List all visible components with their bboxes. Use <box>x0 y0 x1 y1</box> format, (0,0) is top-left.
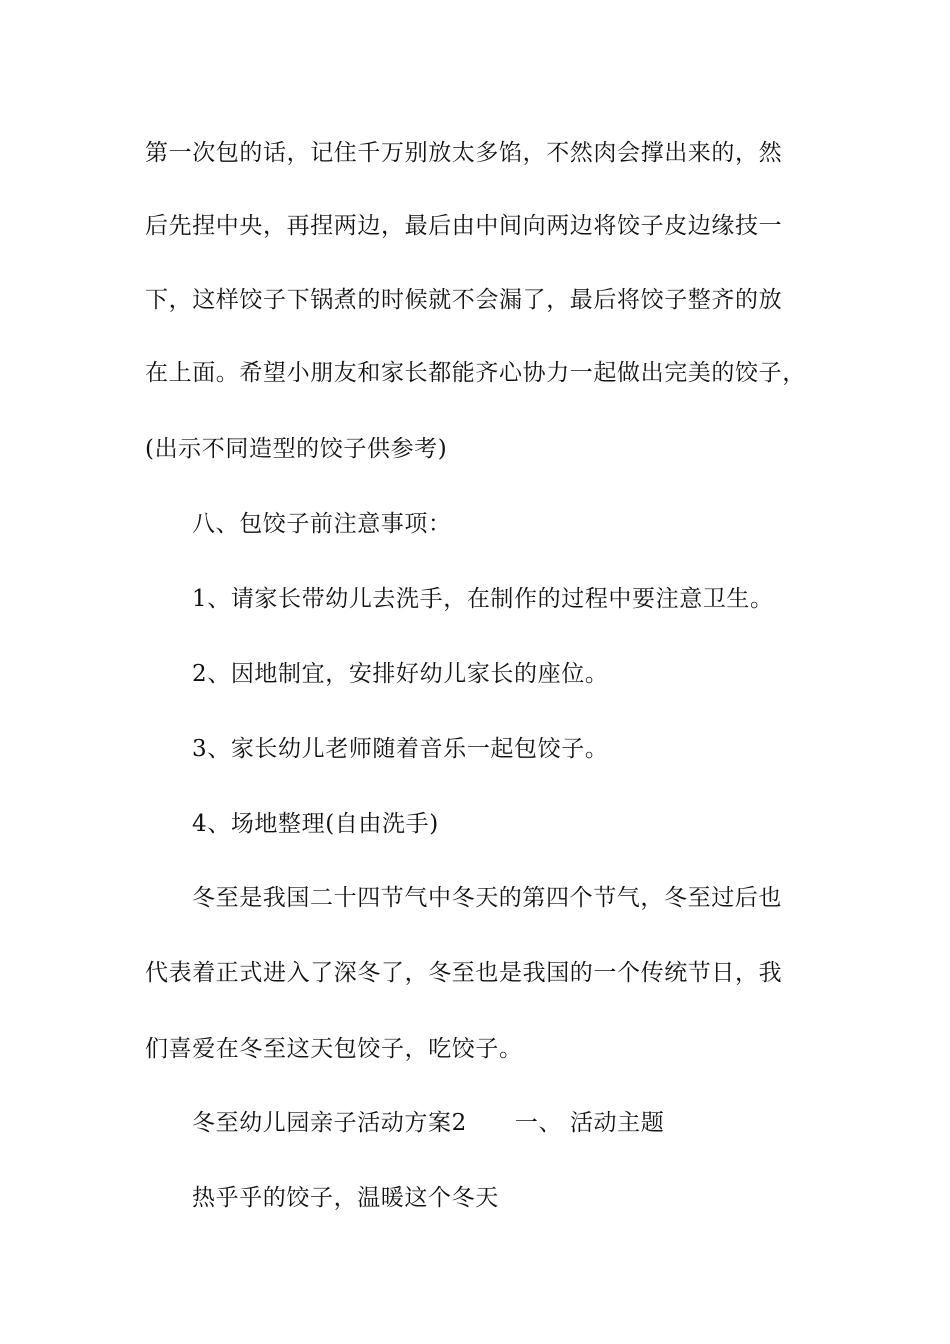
list-item: 4、场地整理(自由洗手) <box>192 811 439 837</box>
section-heading: 一、 活动主题 <box>514 1110 665 1136</box>
paragraph-line: 下，这样饺子下锅煮的时候就不会漏了，最后将饺子整齐的放 <box>145 287 783 313</box>
section-heading: 八、包饺子前注意事项： <box>192 511 452 537</box>
activity-theme: 热乎乎的饺子，温暖这个冬天 <box>192 1185 499 1211</box>
paragraph-line: (出示不同造型的饺子供参考) <box>145 436 448 462</box>
list-item: 2、因地制宜，安排好幼儿家长的座位。 <box>192 661 609 687</box>
paragraph-line: 第一次包的话，记住千万别放太多馅，不然肉会撑出来的，然 <box>145 140 783 166</box>
paragraph-line: 在上面。希望小朋友和家长都能齐心协力一起做出完美的饺子， <box>145 360 806 386</box>
paragraph-line: 们喜爱在冬至这天包饺子，吃饺子。 <box>145 1036 523 1062</box>
paragraph-line: 代表着正式进入了深冬了，冬至也是我国的一个传统节日，我 <box>145 960 783 986</box>
plan-title: 冬至幼儿园亲子活动方案2 <box>192 1110 467 1136</box>
paragraph-line: 后先捏中央，再捏两边，最后由中间向两边将饺子皮边缘技一 <box>145 213 783 239</box>
plan-title-line <box>192 1108 664 1138</box>
list-item: 3、家长幼儿老师随着音乐一起包饺子。 <box>192 736 609 762</box>
list-item: 1、请家长带幼儿去洗手，在制作的过程中要注意卫生。 <box>192 586 774 612</box>
paragraph-line: 冬至是我国二十四节气中冬天的第四个节气，冬至过后也 <box>192 885 782 911</box>
